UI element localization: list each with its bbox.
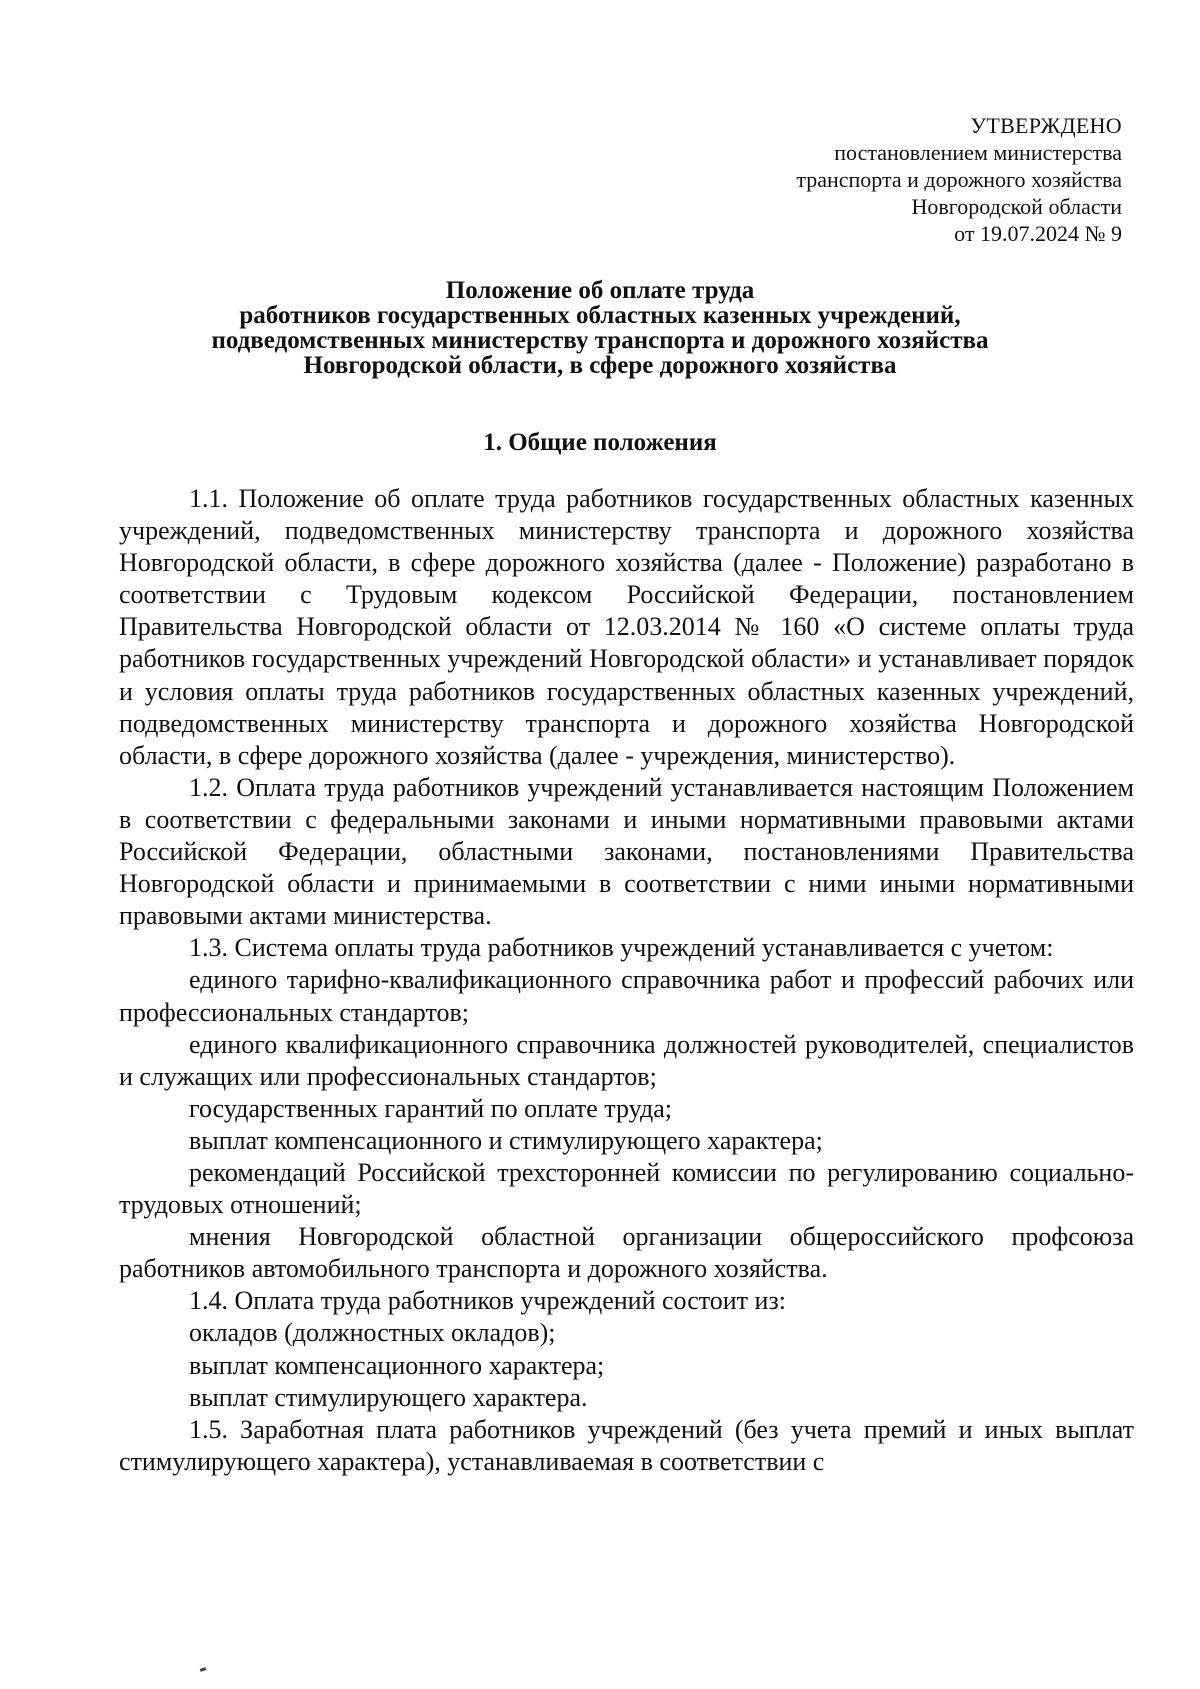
- list-item: выплат компенсационного характера;: [189, 1350, 605, 1380]
- title-line: Новгородской области, в сфере дорожного хозяйства: [303, 352, 897, 379]
- scan-artifact: [200, 1667, 207, 1672]
- title-line: подведомственных министерству транспорта и дорожного хозяйства: [211, 327, 989, 354]
- paragraph: 1.2. Оплата труда работников учреждений устанавливается настоящим Положением в соответствии с федеральными законами и иными нормативными правовыми актами Российской Федерации, областными законами, постановлениями Правительства Новгородской области и принимаемыми в соответствии с ними иными нормативными правовыми актами министерства.: [119, 772, 1134, 931]
- approval-line: постановлением министерства: [834, 140, 1122, 165]
- paragraph: 1.5. Заработная плата работников учреждений (без учета премий и иных выплат стимулирующего характера), устанавливаемая в соответствии с: [119, 1414, 1134, 1476]
- list-item: государственных гарантий по оплате труда;: [189, 1093, 672, 1123]
- list-item: мнения Новгородской областной организации общероссийского профсоюза работников автомобильного транспорта и дорожного хозяйства.: [119, 1222, 1134, 1284]
- paragraph: 1.1. Положение об оплате труда работников государственных областных казенных учреждений, подведомственных министерству транспорта и дорожного хозяйства Новгородской области, в сфере дорожного хозяйства (далее - Положение) разработано в соответствии с Трудовым кодексом Российской Федерации, постановлением Правительства Новгородской области от 12.03.2014 № 160 «О системе оплаты труда работников государственных учреждений Новгородской области» и устанавливает порядок и условия оплаты труда работников государственных областных казенных учреждений, подведомственных министерству транспорта и дорожного хозяйства Новгородской области, в сфере дорожного хозяйства (далее - учреждения, министерство).: [119, 484, 1134, 770]
- paragraph: 1.4. Оплата труда работников учреждений состоит из:: [189, 1286, 786, 1316]
- list-item: выплат компенсационного и стимулирующего характера;: [189, 1125, 823, 1155]
- list-item: единого квалификационного справочника должностей руководителей, специалистов и служащих или профессиональных стандартов;: [119, 1029, 1134, 1091]
- title-line: Положение об оплате труда: [445, 277, 755, 304]
- list-item: окладов (должностных окладов);: [189, 1318, 556, 1348]
- list-item: выплат стимулирующего характера.: [189, 1382, 588, 1412]
- document-title: [100, 278, 1100, 378]
- approval-title: УТВЕРЖДЕНО: [970, 113, 1122, 138]
- approval-date-number: от 19.07.2024 № 9: [954, 221, 1122, 246]
- list-item: единого тарифно-квалификационного справочника работ и профессий рабочих или профессиональных стандартов;: [119, 965, 1134, 1027]
- approval-block: [622, 112, 1122, 247]
- title-line: работников государственных областных казенных учреждений,: [239, 302, 961, 329]
- approval-line: транспорта и дорожного хозяйства: [796, 167, 1122, 192]
- section-body: [119, 483, 1134, 1478]
- approval-line: Новгородской области: [911, 194, 1122, 219]
- list-item: рекомендаций Российской трехсторонней комиссии по регулированию социально-трудовых отношений;: [119, 1157, 1134, 1220]
- section-heading: 1. Общие положения: [483, 429, 717, 456]
- paragraph: 1.3. Система оплаты труда работников учреждений устанавливается с учетом:: [189, 933, 1054, 963]
